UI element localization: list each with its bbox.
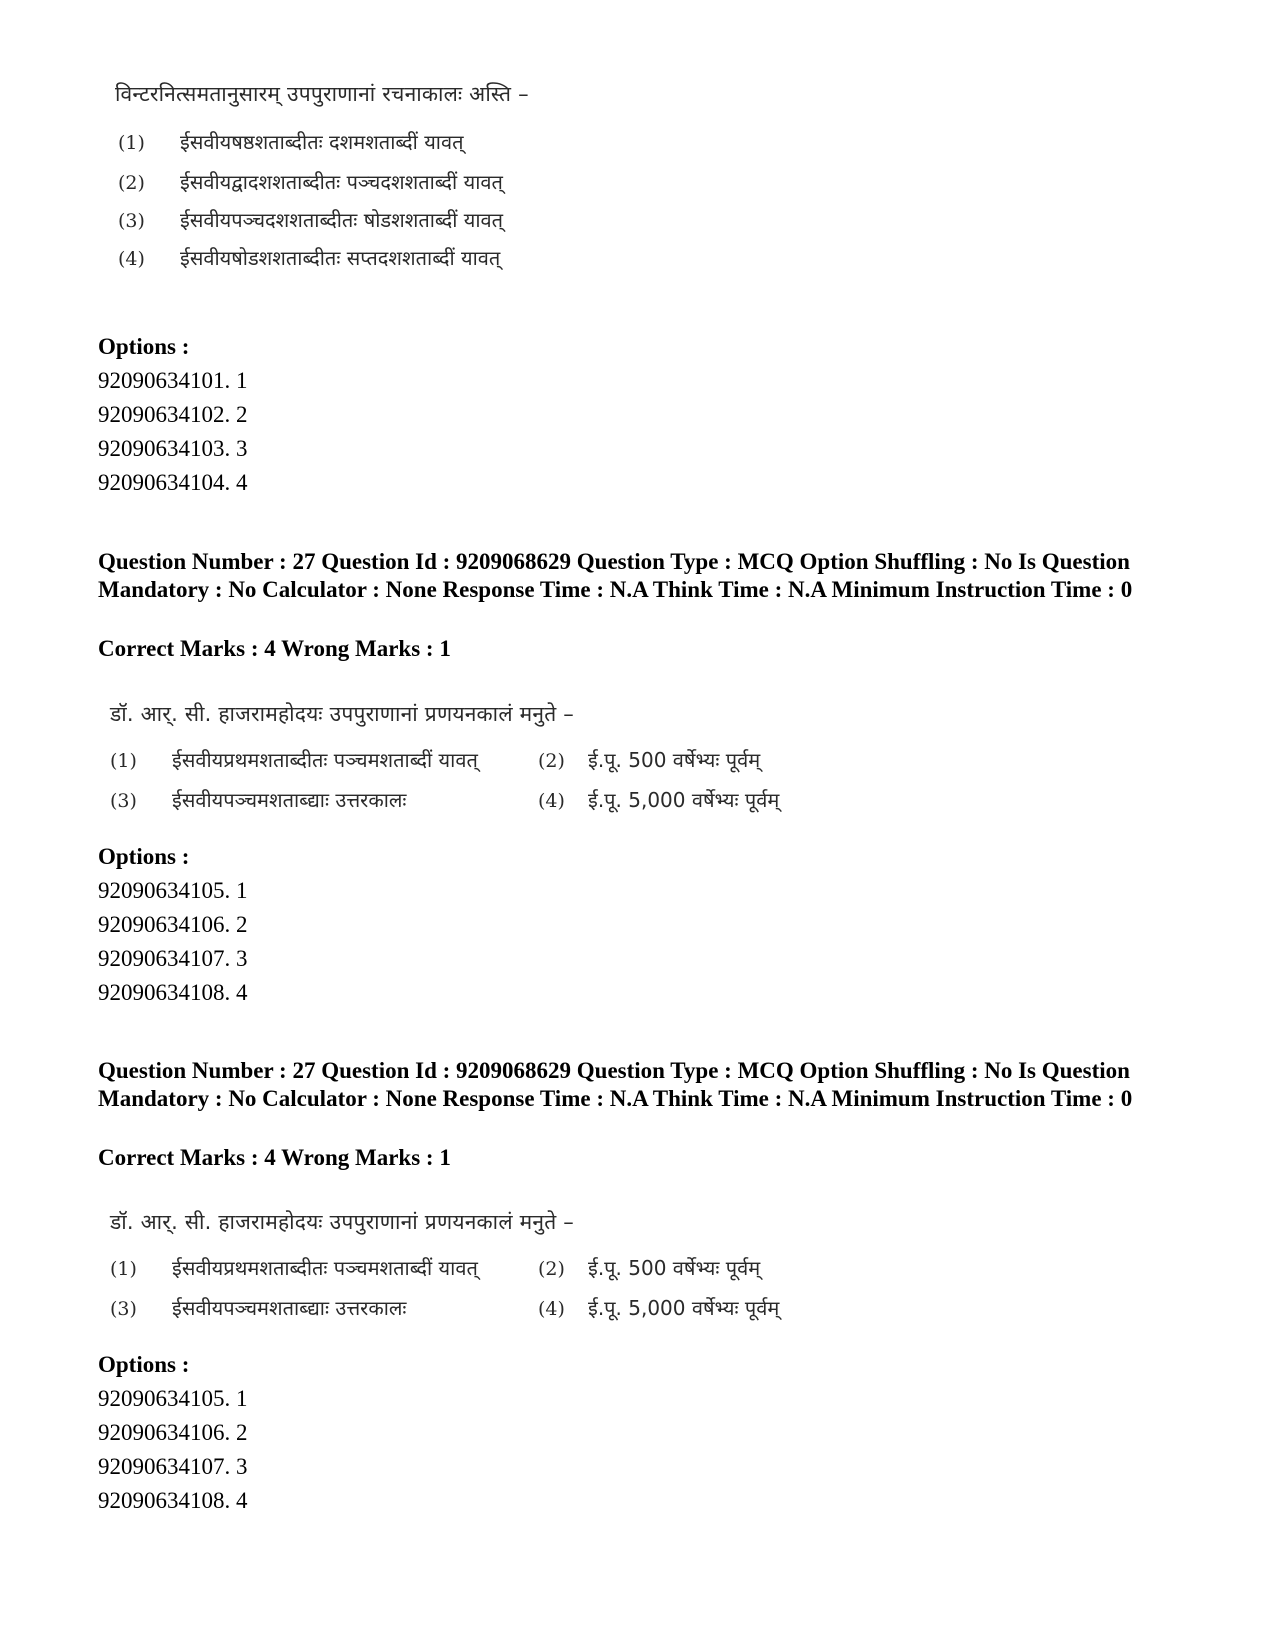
choice-number: (4): [118, 248, 145, 270]
choice-number: (2): [538, 750, 565, 772]
choice-3: [118, 206, 503, 233]
option-item: 92090634108. 4: [98, 1488, 248, 1513]
choice-text: ईसवीयपञ्चमशताब्द्याः उत्तरकालः: [172, 1296, 407, 1320]
choice-text: ई.पू. 5,000 वर्षेभ्यः पूर्वम्: [588, 1296, 780, 1320]
choice-number: (2): [118, 172, 145, 194]
choice-number: (4): [538, 1298, 565, 1320]
choice-1: [110, 746, 478, 773]
option-item: 92090634104. 4: [98, 470, 248, 495]
choice-3: [110, 786, 406, 813]
option-item: 92090634101. 1: [98, 368, 248, 393]
choice-text: ईसवीयपञ्चमशताब्द्याः उत्तरकालः: [172, 788, 407, 812]
question-image: [110, 1208, 574, 1236]
question-stem: डॉ. आर्. सी. हाजरामहोदयः उपपुराणानां प्रणयनकालं मनुते –: [110, 1210, 574, 1234]
choice-4: [538, 1294, 779, 1321]
choice-text: ईसवीयषोडशशताब्दीतः सप्तदशशताब्दीं यावत्: [180, 246, 501, 270]
choice-4: [118, 244, 500, 271]
question-image: [110, 700, 574, 728]
question-image: [115, 80, 529, 108]
choice-text: ईसवीयषष्ठशताब्दीतः दशमशताब्दीं यावत्: [180, 130, 464, 154]
choice-text: ईसवीयप्रथमशताब्दीतः पञ्चमशताब्दीं यावत्: [172, 748, 478, 772]
options-label: Options :: [98, 334, 190, 359]
choice-1: [110, 1254, 478, 1281]
question-meta: Question Number : 27 Question Id : 9209068629 Question Type : MCQ Option Shuffling : No Is Question Mandatory : No Calculator : None Response Time : N.A Think Time : N.A Minimum Instruction Time : 0: [98, 549, 1133, 602]
options-list: [98, 1348, 248, 1518]
question-marks: Correct Marks : 4 Wrong Marks : 1: [98, 636, 451, 661]
choice-text: ईसवीयद्वादशशताब्दीतः पञ्चदशशताब्दीं यावत्: [180, 170, 503, 194]
option-item: 92090634107. 3: [98, 946, 248, 971]
option-item: 92090634106. 2: [98, 1420, 248, 1445]
choice-number: (4): [538, 790, 565, 812]
choice-2: [538, 1254, 760, 1281]
option-item: 92090634107. 3: [98, 1454, 248, 1479]
choice-text: ई.पू. 500 वर्षेभ्यः पूर्वम्: [588, 1256, 761, 1280]
options-list: [98, 330, 248, 500]
choice-text: ईसवीयपञ्चदशशताब्दीतः षोडशशताब्दीं यावत्: [180, 208, 504, 232]
choice-number: (1): [118, 132, 145, 154]
choice-number: (1): [110, 1258, 137, 1280]
question-stem: विन्टरनित्समतानुसारम् उपपुराणानां रचनाकालः अस्ति –: [115, 82, 529, 106]
options-label: Options :: [98, 844, 190, 869]
choice-2: [118, 168, 503, 195]
choice-1: [118, 128, 464, 155]
option-item: 92090634102. 2: [98, 402, 248, 427]
options-label: Options :: [98, 1352, 190, 1377]
question-stem: डॉ. आर्. सी. हाजरामहोदयः उपपुराणानां प्रणयनकालं मनुते –: [110, 702, 574, 726]
option-item: 92090634108. 4: [98, 980, 248, 1005]
choice-number: (2): [538, 1258, 565, 1280]
option-item: 92090634105. 1: [98, 878, 248, 903]
choice-number: (3): [110, 1298, 137, 1320]
choice-number: (3): [110, 790, 137, 812]
question-meta: Question Number : 27 Question Id : 9209068629 Question Type : MCQ Option Shuffling : No Is Question Mandatory : No Calculator : None Response Time : N.A Think Time : N.A Minimum Instruction Time : 0: [98, 1058, 1133, 1111]
choice-number: (3): [118, 210, 145, 232]
choice-text: ईसवीयप्रथमशताब्दीतः पञ्चमशताब्दीं यावत्: [172, 1256, 478, 1280]
option-item: 92090634106. 2: [98, 912, 248, 937]
choice-3: [110, 1294, 406, 1321]
option-item: 92090634103. 3: [98, 436, 248, 461]
choice-2: [538, 746, 760, 773]
option-item: 92090634105. 1: [98, 1386, 248, 1411]
choice-4: [538, 786, 779, 813]
choice-text: ई.पू. 5,000 वर्षेभ्यः पूर्वम्: [588, 788, 780, 812]
options-list: [98, 840, 248, 1010]
question-marks: Correct Marks : 4 Wrong Marks : 1: [98, 1145, 451, 1170]
choice-text: ई.पू. 500 वर्षेभ्यः पूर्वम्: [588, 748, 761, 772]
choice-number: (1): [110, 750, 137, 772]
